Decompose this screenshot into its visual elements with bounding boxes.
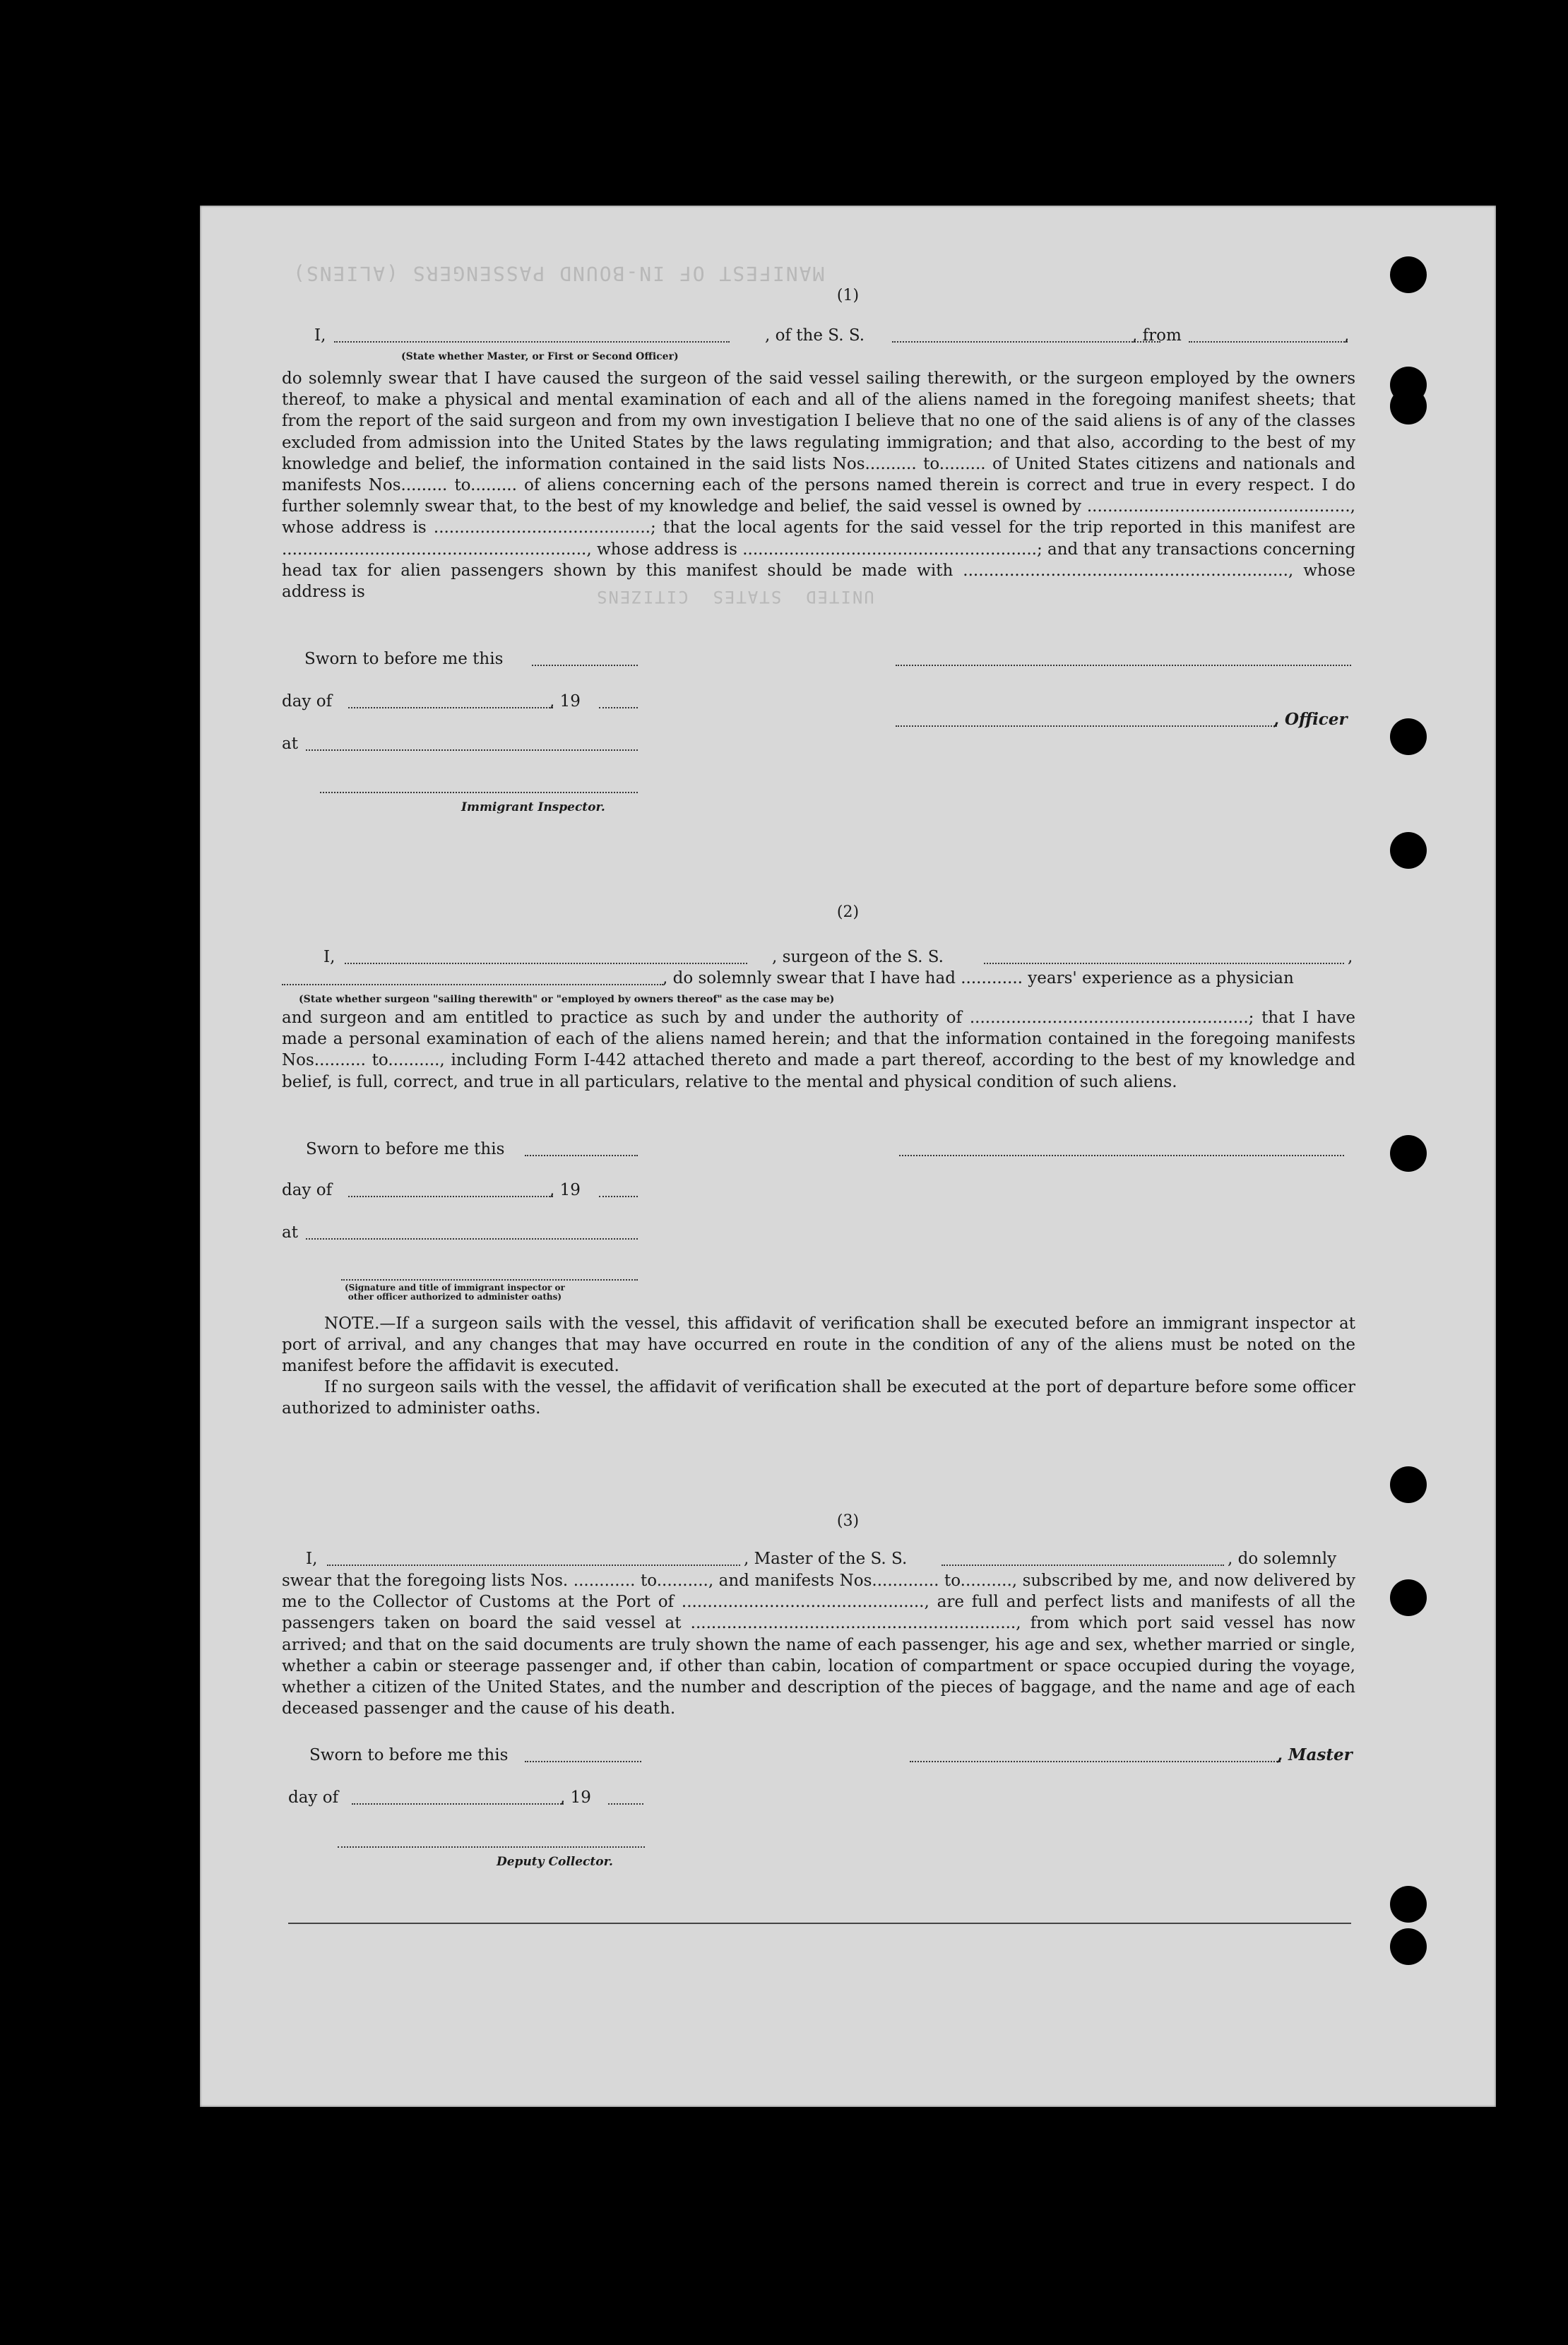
- from-port-blank[interactable]: [1189, 341, 1348, 343]
- section-2-at-blank[interactable]: [306, 1238, 638, 1240]
- section-1-day-blank[interactable]: [348, 707, 553, 708]
- binder-hole: [1390, 1886, 1427, 1923]
- surgeon-status-blank[interactable]: [282, 984, 663, 985]
- deputy-collector-signature-blank[interactable]: [338, 1846, 645, 1848]
- section-2-year-label: , 19: [550, 1181, 581, 1199]
- deputy-collector-label: Deputy Collector.: [497, 1855, 613, 1869]
- section-2-day-label: day of: [282, 1181, 333, 1199]
- surgeon-name-blank[interactable]: [345, 963, 747, 964]
- section-3-number: (3): [836, 1512, 860, 1530]
- section-1-inspector-signature-blank[interactable]: [320, 792, 638, 793]
- bleed-through-header: MANIFEST OF IN-BOUND PASSENGERS (ALIENS): [292, 262, 825, 285]
- section-2-day-blank[interactable]: [348, 1196, 553, 1197]
- section-3-line-end: , do solemnly: [1228, 1550, 1337, 1568]
- section-1-line-end: ,: [1344, 326, 1350, 345]
- binder-hole: [1390, 256, 1427, 293]
- section-2-inspector-signature-blank[interactable]: [341, 1279, 638, 1281]
- section-2-paragraph: and surgeon and am entitled to practice as such by and under the authority of ......................................................; that I have made a personal examination of each of the aliens named herein; and that the information contained in the foregoing manifests Nos.......... to.........., including Form I-442 attached thereto and made a part thereof, according to the best of my knowledge and belief, is full, correct, and true in all particulars, relative to the mental and physical condition of such aliens.: [282, 1009, 1355, 1091]
- section-3-sworn-date-blank[interactable]: [525, 1761, 641, 1762]
- officer-name-blank[interactable]: [334, 341, 730, 343]
- section-3-master-label-right: , Master: [1277, 1745, 1353, 1764]
- binder-hole: [1390, 832, 1427, 869]
- binder-hole: [1390, 1135, 1427, 1172]
- section-1-number: (1): [836, 287, 860, 304]
- section-1-officer-blank[interactable]: [896, 725, 1277, 727]
- section-2-year-blank[interactable]: [599, 1196, 638, 1197]
- section-3-master-signature-blank[interactable]: [910, 1761, 1281, 1762]
- section-1-at-blank[interactable]: [306, 749, 638, 751]
- section-1-officer-label: , Officer: [1273, 710, 1348, 729]
- manifest-affidavit-page: [200, 206, 1496, 2107]
- section-1-sworn-label: Sworn to before me this: [304, 650, 504, 668]
- section-2-sworn-date-blank[interactable]: [525, 1155, 638, 1156]
- binder-hole: [1390, 1579, 1427, 1616]
- section-3-vessel-blank[interactable]: [942, 1565, 1224, 1566]
- section-1-day-label: day of: [282, 692, 333, 711]
- binder-hole: [1390, 388, 1427, 425]
- section-2-right-signature-blank[interactable]: [899, 1155, 1344, 1156]
- section-1-sworn-date-blank[interactable]: [532, 665, 638, 666]
- section-1-year-label: , 19: [550, 692, 581, 711]
- section-1-i-label: I,: [314, 326, 326, 345]
- section-2-vessel-blank[interactable]: [984, 963, 1344, 964]
- note-paragraph: NOTE.—If a surgeon sails with the vessel, this affidavit of verification shall be executed before an immigrant inspector at port of arrival, and any changes that may have occurred en route in the condition of any of the aliens must be noted on the manifest before the affidavit is executed.: [282, 1314, 1355, 1376]
- section-2-surgeon-label: , surgeon of the S. S.: [772, 948, 944, 966]
- section-1-paragraph: do solemnly swear that I have caused the surgeon of the said vessel sailing therewith, or the surgeon employed by the owners thereof, to make a physical and mental examination of each and all of the aliens named in the foregoing manifest sheets; that from the report of the said surgeon and from my own investigation I believe that no one of the said aliens is of any of the classes excluded from admission into the United States by the laws regulating immigration; and that also, according to the best of my knowledge and belief, the information contained in the said lists Nos.......... to......... of United States citizens and nationals and manifests Nos......... to......... of aliens concerning each of the persons named therein is correct and true in every respect. I do further solemnly swear that, to the best of my knowledge and belief, the said vessel is owned by ..................................................., whose address is ..........................................; that the local agents for the said vessel for the trip reported in this manifest are ..........................................................., whose address is .........................................................; and that any transactions concerning head tax for alien passengers shown by this manifest should be made with ..............................................................., whose address is: [282, 369, 1355, 602]
- section-1-year-blank[interactable]: [599, 707, 638, 708]
- binder-hole: [1390, 718, 1427, 755]
- binder-hole: [1390, 1466, 1427, 1503]
- bottom-rule: [288, 1923, 1351, 1924]
- section-1-vessel-label: , of the S. S.: [765, 326, 865, 345]
- section-3-master-label: , Master of the S. S.: [744, 1550, 908, 1568]
- section-2-i-label: I,: [323, 948, 335, 966]
- section-2-line-2: , do solemnly swear that I have had ............ years' experience as a physician: [663, 969, 1294, 987]
- master-name-blank[interactable]: [327, 1565, 740, 1566]
- bleed-through-lines: UNITED STATES CITIZENS: [595, 587, 874, 607]
- vessel-name-blank[interactable]: [892, 341, 1160, 343]
- section-3-day-blank[interactable]: [352, 1803, 564, 1805]
- section-3-day-label: day of: [288, 1788, 339, 1807]
- section-3-i-label: I,: [306, 1550, 318, 1568]
- section-3-year-blank[interactable]: [608, 1803, 643, 1805]
- section-1-from-label: , from: [1132, 326, 1182, 345]
- binder-hole: [1390, 1928, 1427, 1965]
- section-2-at-label: at: [282, 1223, 298, 1242]
- section-3-sworn-label: Sworn to before me this: [309, 1746, 509, 1764]
- section-3-year-label: , 19: [560, 1788, 591, 1807]
- section-1-inspector-label: Immigrant Inspector.: [461, 800, 605, 814]
- section-2-sworn-label: Sworn to before me this: [306, 1140, 505, 1158]
- section-2-line-end: ,: [1348, 948, 1353, 966]
- surgeon-caption: (State whether surgeon "sailing therewith" or "employed by owners thereof" as the case may be): [299, 994, 835, 1005]
- section-2-signature-caption: (Signature and title of immigrant inspector or other officer authorized to administer oaths): [345, 1283, 565, 1302]
- section-3-paragraph: swear that the foregoing lists Nos. ............ to.........., and manifests Nos............. to.........., subscribed by me, and now delivered by me to the Collector of Customs at the Port of ..............................................., are full and perfect lists and manifests of all the passengers taken on board the said vessel at ..............................................................., from which port said vessel has now arrived; and that on the said documents are truly shown the name of each passenger, his age and sex, whether married or single, whether a cabin or steerage passenger and, if other than cabin, location of compartment or space occupied during the voyage, whether a citizen of the United States, and the number and description of the pieces of baggage, and the name and age of each deceased passenger and the cause of his death.: [282, 1572, 1355, 1718]
- section-1-at-label: at: [282, 735, 298, 753]
- section-1-right-signature-blank[interactable]: [896, 665, 1351, 666]
- section-2-number: (2): [836, 903, 860, 921]
- officer-caption: (State whether Master, or First or Second Officer): [401, 351, 679, 362]
- note-paragraph-2: If no surgeon sails with the vessel, the affidavit of verification shall be executed at the port of departure before some officer authorized to administer oaths.: [282, 1378, 1355, 1418]
